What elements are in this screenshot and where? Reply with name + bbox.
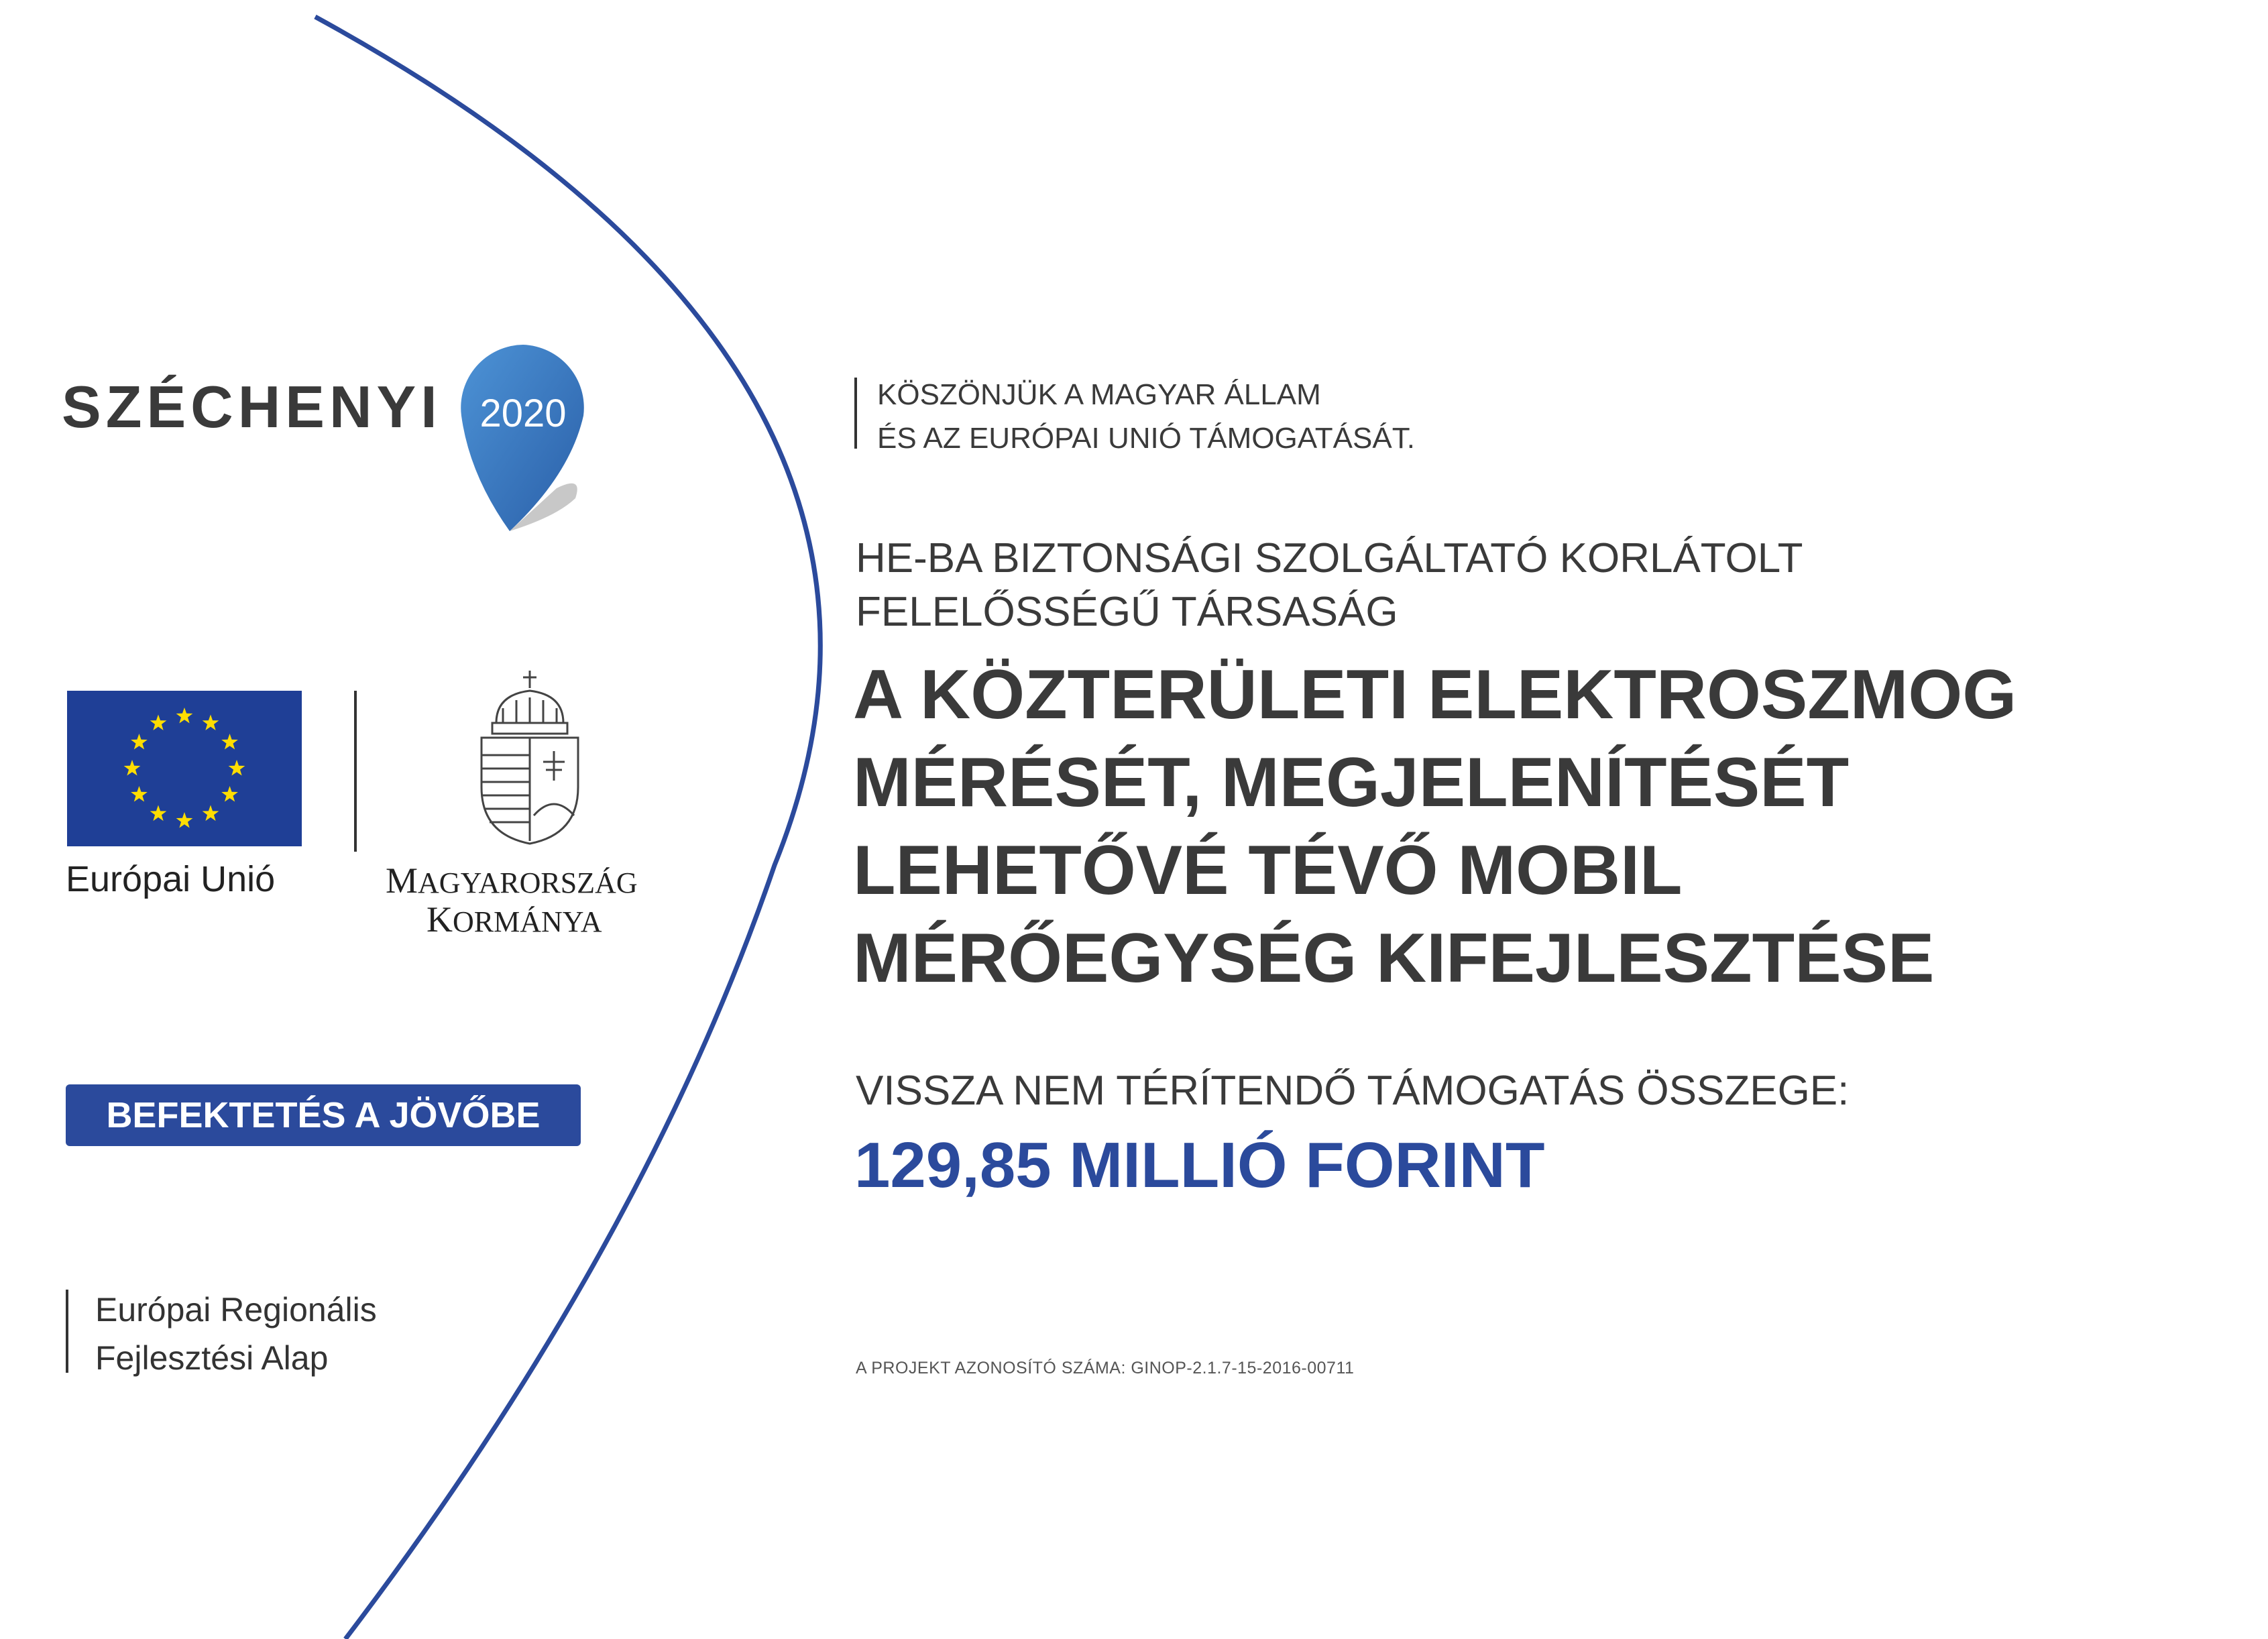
investing-in-future-badge: BEFEKTETÉS A JÖVŐBE [66,1084,581,1146]
grant-amount: 129,85 MILLIÓ FORINT [854,1129,1545,1201]
fund-name-line2: Fejlesztési Alap [95,1339,329,1377]
fund-name-line1: Európai Regionális [95,1291,377,1329]
szechenyi-logo-text: SZÉCHENYI [62,374,442,440]
project-title-line3: LEHETŐVÉ TÉVŐ MOBIL [853,832,1683,909]
eu-flag-icon [67,691,302,846]
thanks-divider [854,378,857,449]
company-name-line2: FELELŐSSÉGŰ TÁRSASÁG [856,589,1398,635]
fund-divider [66,1290,68,1373]
project-id: A PROJEKT AZONOSÍTÓ SZÁMA: GINOP-2.1.7-15-2016-00711 [856,1359,1355,1377]
eu-label: Európai Unió [66,859,276,899]
government-name-line1: MAGYARORSZÁG [386,860,638,901]
thanks-line1: KÖSZÖNJÜK A MAGYAR ÁLLAM [877,378,1321,411]
logo-divider [354,691,357,852]
project-title-line4: MÉRŐEGYSÉG KIFEJLESZTÉSE [853,919,1935,997]
project-title-line1: A KÖZTERÜLETI ELEKTROSZMOG [853,656,2017,734]
government-name-line2: KORMÁNYA [427,899,602,940]
grant-label: VISSZA NEM TÉRÍTENDŐ TÁMOGATÁS ÖSSZEGE: [856,1068,1850,1114]
hungarian-coat-of-arms-icon [469,668,590,845]
project-title-line2: MÉRÉSÉT, MEGJELENÍTÉSÉT [853,744,1850,822]
company-name-line1: HE-BA BIZTONSÁGI SZOLGÁLTATÓ KORLÁTOLT [856,535,1803,581]
logo-year: 2020 [479,392,567,435]
location-pin-icon [456,341,590,535]
thanks-line2: ÉS AZ EURÓPAI UNIÓ TÁMOGATÁSÁT. [877,422,1415,455]
